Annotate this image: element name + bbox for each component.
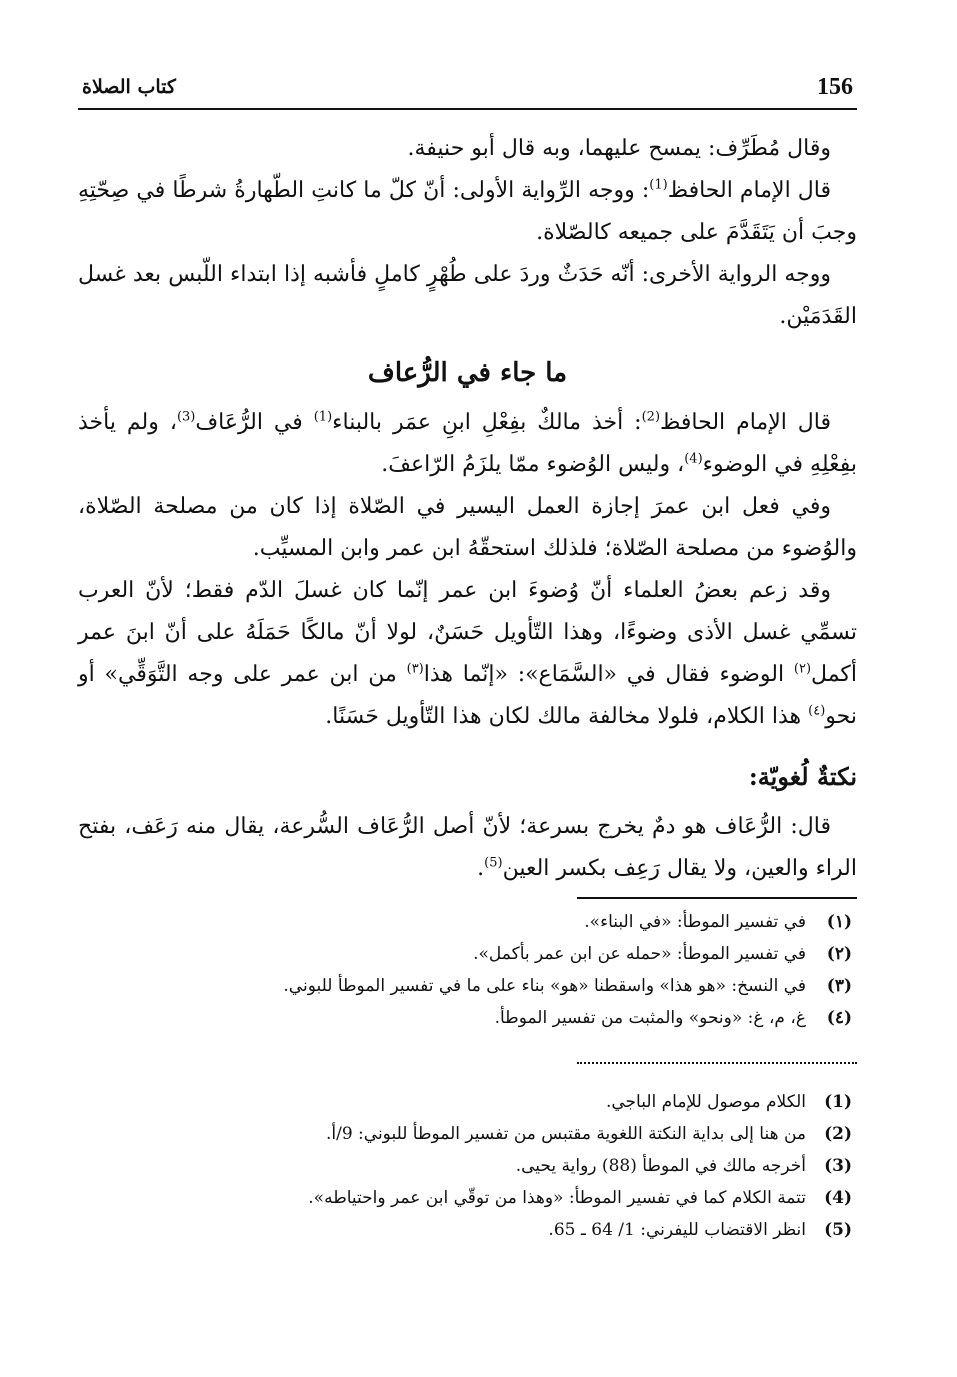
footnote-ref[interactable]: (٣) bbox=[406, 661, 424, 677]
footnote-text: في تفسير الموطأ: «في البناء». bbox=[584, 912, 806, 932]
footnote-ref[interactable]: (1) bbox=[313, 409, 333, 425]
footnote-number: (4) bbox=[824, 1188, 852, 1208]
footnote-ref[interactable]: (5) bbox=[484, 855, 503, 871]
paragraph-2 bbox=[78, 170, 857, 254]
footnote-item bbox=[120, 1086, 852, 1118]
footnote-text: في تفسير الموطأ: «حمله عن ابن عمر بأكمل». bbox=[473, 944, 806, 964]
running-title: كتاب الصلاة bbox=[82, 76, 176, 98]
paragraph-1: وقال مُطَرِّف: يمسح عليهما، وبه قال أبو حنيفة. bbox=[407, 136, 831, 161]
paragraph-7 bbox=[78, 806, 857, 890]
footnote-ref[interactable]: (1) bbox=[649, 177, 668, 193]
text-span: . bbox=[477, 856, 485, 881]
footnote-number: (5) bbox=[824, 1220, 852, 1240]
footnote-ref[interactable]: (4) bbox=[684, 451, 703, 467]
paragraph-4 bbox=[78, 402, 857, 486]
text-span: قال: الرُّعَاف هو دمٌ يخرج بسرعة؛ لأنّ أصل الرُّعَاف السُّرعة، يقال منه رَعَف، بفتح الراء والعين، ولا يقال رَعِف بكسر العين bbox=[78, 814, 857, 881]
footnote-item bbox=[120, 938, 852, 970]
footnote-item bbox=[120, 1118, 852, 1150]
footnote-item bbox=[120, 1182, 852, 1214]
paragraph-5: وفي فعل ابن عمرَ إجازة العمل اليسير في الصّلاة إذا كان من مصلحة الصّلاة، والوُضوء من مصلحة الصّلاة؛ فلذلك استحقّهُ ابن عمر وابن المسيِّب. bbox=[78, 494, 857, 561]
paragraph-6 bbox=[78, 570, 857, 738]
text-span: : ووجه الرِّواية الأولى: أنّ كلّ ما كانتِ الطّهارةُ شرطًا في صِحّتِهِ وجبَ أن يَتَقَدَّمَ على جميعه كالصّلاة. bbox=[78, 178, 857, 245]
text-span: ، وليس الوُضوء ممّا يلزَمُ الرّاعفَ. bbox=[381, 452, 685, 477]
footnote-item bbox=[120, 970, 852, 1002]
footnote-number: (1) bbox=[824, 1092, 852, 1112]
text-span: وقد زعم بعضُ العلماء أنّ وُضوءَ ابن عمر إنّما كان غسلَ الدّم فقط؛ لأنّ العرب تسمِّي غسل الأذى وضوءًا، وهذا التّأويل حَسَنٌ، لولا أنّ مالكًا حَمَلَهُ على أنّ ابنَ عمر أكمل bbox=[78, 578, 858, 687]
text-span: قال الإمام الحافظ bbox=[660, 410, 831, 435]
text-span: قال الإمام الحافظ bbox=[667, 178, 832, 203]
footnote-text: تتمة الكلام كما في تفسير الموطأ: «وهذا من توقّي ابن عمر واحتياطه». bbox=[308, 1188, 806, 1208]
paragraph-3: ووجه الرواية الأخرى: أنّه حَدَثٌ وردَ على طُهْرٍ كاملٍ فأشبه إذا ابتداء اللّبس بعد غسل القَدَمَيْن. bbox=[78, 262, 857, 329]
footnote-ref[interactable]: (2) bbox=[641, 409, 661, 425]
page-number: 156 bbox=[817, 74, 853, 100]
page-header bbox=[78, 72, 857, 110]
text-span: في الرُّعَاف bbox=[195, 410, 314, 435]
footnote-separator bbox=[577, 897, 857, 899]
editor-footnotes bbox=[120, 1086, 852, 1246]
footnote-text: الكلام موصول للإمام الباجي. bbox=[605, 1092, 806, 1112]
footnote-item bbox=[120, 1150, 852, 1182]
sub-heading: نكتةٌ لُغويّة: bbox=[748, 762, 857, 791]
main-text bbox=[78, 128, 857, 890]
footnote-number: (١) bbox=[826, 912, 852, 932]
footnote-text: انظر الاقتضاب لليفرني: 1/ 64 ـ 65. bbox=[548, 1220, 806, 1240]
footnote-number: (٤) bbox=[826, 1008, 852, 1028]
footnote-item bbox=[120, 906, 852, 938]
footnote-text: غ، م، غ: «ونحو» والمثبت من تفسير الموطأ. bbox=[494, 1008, 806, 1028]
footnote-ref[interactable]: (٢) bbox=[793, 661, 812, 677]
footnote-number: (٢) bbox=[826, 944, 852, 964]
text-span: الوضوء فقال في «السَّمَاع»: «إنّما هذا bbox=[423, 662, 794, 687]
dotted-separator bbox=[577, 1062, 857, 1064]
footnote-text: في النسخ: «هو هذا» واسقطنا «هو» بناء على ما في تفسير الموطأ للبوني. bbox=[283, 976, 806, 996]
footnote-text: من هنا إلى بداية النكتة اللغوية مقتبس من تفسير الموطأ للبوني: 9/أ. bbox=[325, 1124, 806, 1144]
footnote-ref[interactable]: (3) bbox=[176, 409, 196, 425]
footnote-number: (2) bbox=[824, 1124, 852, 1144]
footnote-number: (٣) bbox=[826, 976, 852, 996]
footnote-ref[interactable]: (٤) bbox=[808, 703, 826, 719]
footnote-item bbox=[120, 1002, 852, 1034]
footnote-number: (3) bbox=[824, 1156, 852, 1176]
section-heading: ما جاء في الرُّعاف bbox=[367, 358, 568, 388]
text-span: : أخذ مالكٌ بفِعْلِ ابنِ عمَر بالبناء bbox=[332, 410, 642, 435]
footnote-item bbox=[120, 1214, 852, 1246]
footnote-text: أخرجه مالك في الموطأ (88) رواية يحيى. bbox=[515, 1156, 806, 1176]
text-span: من ابن عمر على وجه التَّوَقِّي» أو نحو bbox=[78, 662, 857, 729]
text-span: ، ولم يأخذ بفِعْلِهِ في الوضوء bbox=[78, 410, 857, 477]
text-span: هذا الكلام، فلولا مخالفة مالك لكان هذا التّأويل حَسَنًا. bbox=[325, 704, 809, 729]
manuscript-footnotes bbox=[120, 906, 852, 1034]
